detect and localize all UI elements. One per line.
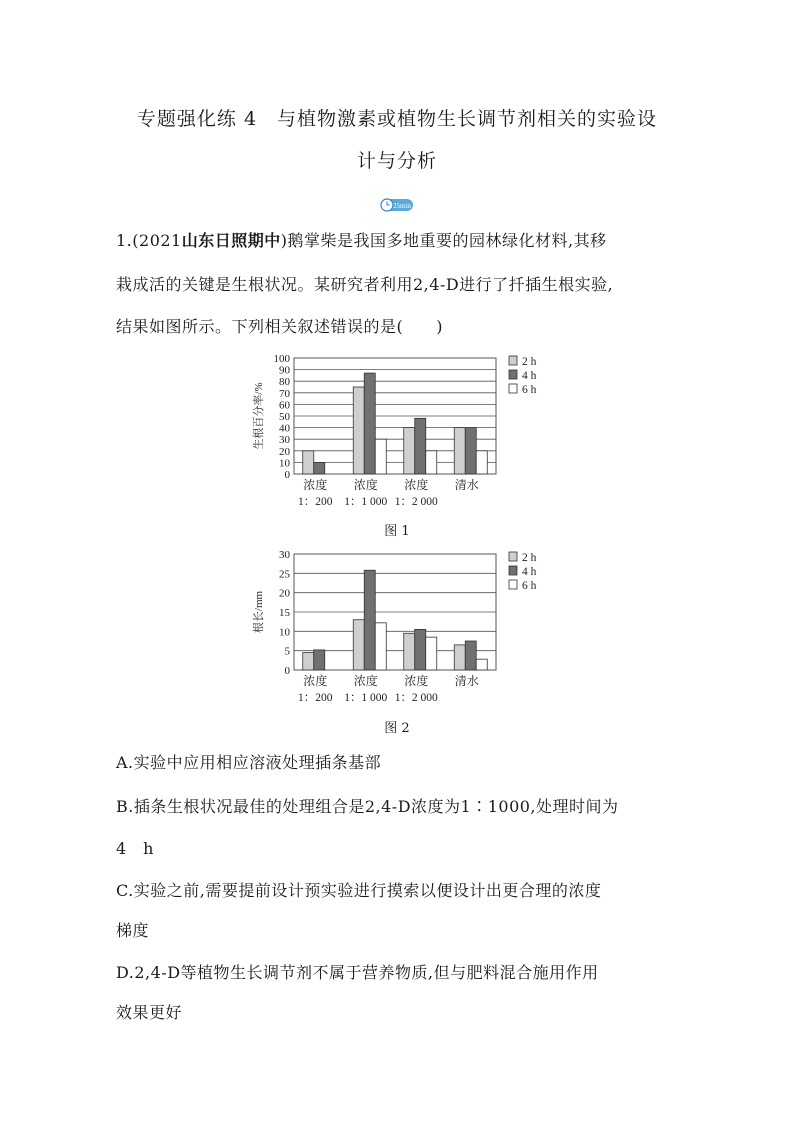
x-category-label: 浓度 (404, 478, 429, 492)
x-category-label: 浓度 (404, 674, 429, 688)
legend-swatch (509, 356, 517, 365)
option-b-line2: 4 h (116, 839, 154, 858)
figure-2-chart (250, 546, 560, 706)
bar-2h (353, 387, 364, 474)
option-d-line2: 效果更好 (116, 1003, 183, 1022)
y-tick-label: 0 (284, 469, 290, 481)
bar-4h (364, 570, 375, 670)
page-title-line1: 专题强化练 4 与植物激素或植物生长调节剂相关的实验设 (136, 108, 658, 130)
y-tick-label: 30 (279, 549, 290, 561)
bar-6h (476, 451, 487, 474)
y-tick-label: 80 (279, 376, 290, 389)
legend-label: 6 h (522, 580, 537, 592)
question-line-1 (116, 230, 607, 252)
legend-label: 6 h (522, 384, 537, 396)
y-tick-label: 10 (279, 457, 290, 470)
figure-1-chart (250, 350, 560, 510)
legend-label: 2 h (522, 356, 537, 368)
bar-6h (426, 637, 437, 670)
bar-2h (404, 428, 415, 474)
question-number: 1. (116, 231, 133, 250)
y-tick-label: 30 (279, 434, 290, 447)
bar-2h (454, 428, 465, 474)
bar-4h (364, 373, 375, 474)
bar-2h (303, 451, 314, 474)
bar-2h (303, 653, 314, 670)
x-category-sublabel: 1：1 000 (344, 496, 388, 508)
legend-swatch (509, 552, 517, 561)
question-source-close: ) (280, 231, 288, 250)
legend-swatch (509, 370, 517, 379)
bar-4h (465, 428, 476, 474)
page-title-line2: 计与分析 (356, 150, 437, 172)
x-category-label: 清水 (454, 478, 479, 492)
option-c-line1: C.实验之前,需要提前设计预实验进行摸索以便设计出更合理的浓度 (116, 881, 602, 900)
y-tick-label: 20 (279, 587, 290, 600)
x-category-sublabel: 1：200 (298, 496, 333, 508)
y-tick-label: 70 (279, 387, 290, 400)
x-category-label: 浓度 (303, 478, 328, 492)
y-tick-label: 20 (279, 445, 290, 458)
question-source-open: (2021 (132, 231, 182, 250)
option-b-line1: B.插条生根状况最佳的处理组合是2,4-D浓度为1∶1000,处理时间为 (116, 797, 619, 816)
legend-swatch (509, 580, 517, 589)
option-a: A.实验中应用相应溶液处理插条基部 (116, 753, 382, 772)
x-category-sublabel: 1：2 000 (394, 692, 438, 704)
bar-2h (404, 633, 415, 670)
x-category-sublabel: 1：200 (298, 692, 333, 704)
bar-2h (454, 645, 465, 670)
figure-1-caption: 图 1 (384, 524, 410, 539)
bar-6h (375, 623, 386, 670)
bar-6h (375, 439, 386, 474)
x-category-label: 浓度 (353, 674, 378, 688)
bar-4h (415, 418, 426, 474)
option-d-line1: D.2,4-D等植物生长调节剂不属于营养物质,但与肥料混合施用作用 (116, 963, 599, 982)
y-tick-label: 40 (279, 422, 290, 435)
y-tick-label: 60 (279, 399, 290, 412)
x-category-sublabel: 1：1 000 (344, 692, 388, 704)
y-axis-label: 根长/mm (253, 590, 265, 634)
y-tick-label: 25 (279, 568, 290, 581)
legend-label: 4 h (522, 566, 537, 578)
question-source: 山东日照期中 (181, 231, 281, 250)
timer-icon (380, 196, 414, 214)
legend-swatch (509, 566, 517, 575)
question-stem-2: 栽成活的关键是生根状况。某研究者利用2,4-D进行了扦插生根实验, (116, 275, 614, 294)
y-tick-label: 90 (279, 364, 290, 377)
bar-4h (314, 650, 325, 670)
y-tick-label: 10 (279, 626, 290, 639)
timer-label: 25min (393, 202, 411, 210)
y-tick-label: 15 (279, 607, 290, 619)
legend-swatch (509, 384, 517, 393)
bar-4h (314, 462, 325, 474)
y-tick-label: 0 (284, 665, 290, 677)
figure-2-caption: 图 2 (384, 721, 410, 736)
y-axis-label: 生根百分率/% (253, 382, 265, 450)
x-category-sublabel: 1：2 000 (394, 496, 438, 508)
y-tick-label: 50 (279, 411, 290, 423)
x-category-label: 清水 (454, 674, 479, 688)
bar-6h (426, 451, 437, 474)
legend-label: 4 h (522, 370, 537, 382)
bar-6h (476, 659, 487, 670)
question-stem-3: 结果如图所示。下列相关叙述错误的是( ) (116, 317, 443, 336)
option-c-line2: 梯度 (116, 921, 150, 940)
bar-4h (415, 629, 426, 670)
bar-2h (353, 620, 364, 670)
y-tick-label: 100 (273, 353, 290, 365)
y-tick-label: 5 (284, 645, 290, 658)
bar-4h (465, 641, 476, 670)
x-category-label: 浓度 (303, 674, 328, 688)
question-stem-1: 鹅掌柴是我国多地重要的园林绿化材料,其移 (287, 231, 607, 250)
x-category-label: 浓度 (353, 478, 378, 492)
legend-label: 2 h (522, 552, 537, 564)
